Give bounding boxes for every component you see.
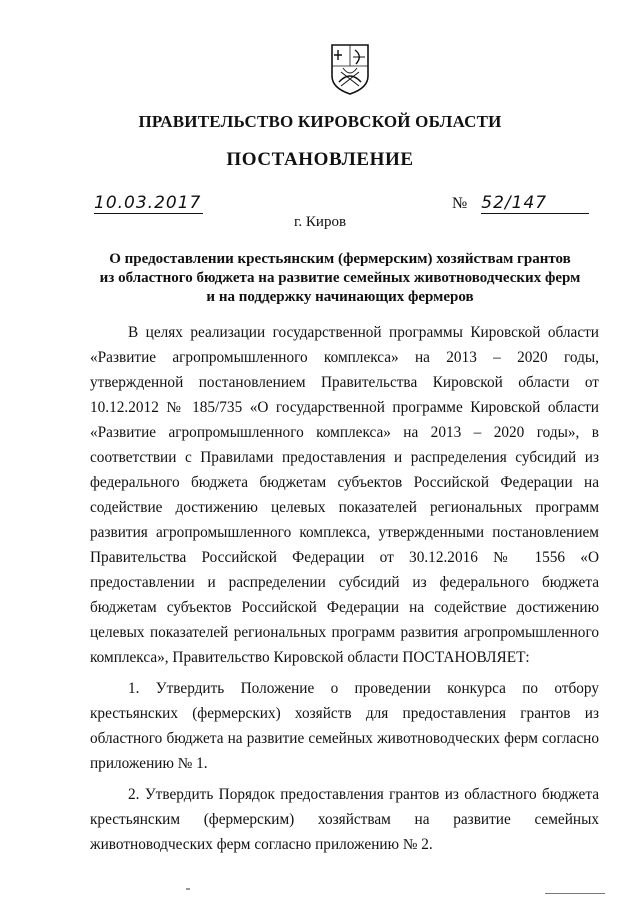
document-number-block — [452, 193, 602, 214]
clause-paragraph: 2. Утвердить Порядок предоставления грантов из областного бюджета крестьянским (фермерским) хозяйствам на развитие семейных животноводческих ферм согласно приложению № 2. — [90, 786, 599, 853]
organization-name: ПРАВИТЕЛЬСТВО КИРОВСКОЙ ОБЛАСТИ — [138, 112, 502, 131]
number-label: № — [452, 195, 468, 212]
document-type: ПОСТАНОВЛЕНИЕ — [226, 149, 414, 170]
document-body — [90, 320, 599, 863]
kirov-coat-of-arms-icon — [329, 42, 371, 96]
document-number: 52/147 — [481, 193, 589, 214]
document-date: 10.03.2017 — [94, 193, 202, 213]
clause-paragraph: 1. Утвердить Положение о проведении конкурса по отбору крестьянских (фермерских) хозяйств для предоставления грантов из областного бюджета на развитие семейных животноводческих ферм согласно приложению № 1. — [90, 680, 599, 772]
title-line: О предоставлении крестьянским (фермерским) хозяйствам грантов — [109, 251, 571, 267]
footer-line — [545, 893, 605, 894]
preamble-paragraph: В целях реализации государственной программы Кировской области «Развитие агропромышленного комплекса» на 2013 – 2020 годы, утвержденной постановлением Правительства Кировской области от 10.12.2012 № 185/735 «О государственной программе Кировской области «Развитие агропромышленного комплекса» на 2013 – 2020 годы», в соответствии с Правилами предоставления и распределения субсидий из федерального бюджета бюджетам субъектов Российской Федерации на содействие достижению целевых показателей региональных программ развития агропромышленного комплекса, утвержденными постановлением Правительства Российской Федерации от 30.12.2016 № 1556 «О предоставлении и распределении субсидий из федерального бюджета бюджетам субъектов Российской Федерации на содействие достижению целевых показателей региональных программ развития агропромышленного комплекса», Правительство Кировской области ПОСТАНОВЛЯЕТ: — [90, 324, 599, 666]
scan-mark — [186, 888, 190, 890]
title-line: из областного бюджета на развитие семейных животноводческих ферм — [99, 270, 581, 286]
title-line: и на поддержку начинающих фермеров — [206, 289, 474, 305]
document-title — [60, 250, 620, 307]
city: г. Киров — [293, 214, 347, 230]
